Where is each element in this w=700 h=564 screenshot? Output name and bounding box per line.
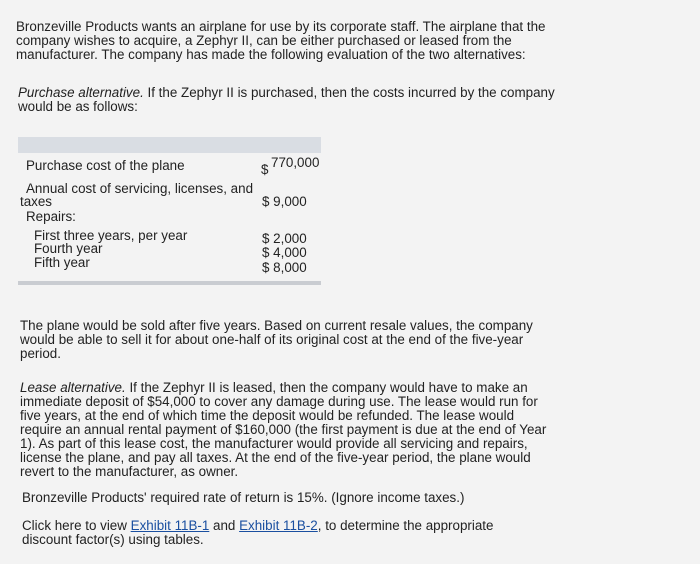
click-here-paragraph [22, 519, 542, 547]
exhibit-11b-2-link[interactable]: Exhibit 11B-2 [239, 518, 318, 533]
repairs-label: Repairs: [26, 209, 76, 224]
repairs-fourth-label: Fourth year [34, 241, 103, 256]
purchase-cost-label: Purchase cost of the plane [26, 158, 185, 173]
table-bottom-rule [18, 281, 321, 285]
purchase-alternative-label: Purchase alternative. [18, 85, 144, 100]
click-here-middle: and [209, 518, 240, 533]
click-here-prefix: Click here to view [22, 518, 131, 533]
lease-alternative-text: If the Zephyr II is leased, then the company would have to make an immediate deposit of $54,000 to cover any damage during use. The lease would run for five years, at the end of which time the deposit would be refunded. The lease would require an annual rental payment of $160,000 (the first payment is due at the end of Year 1). As part of this lease cost, the manufacturer would provide all servicing and repairs, license the plane, and pay all taxes. At the end of the five-year period, the plane would revert to the manufacturer, as owner. [20, 380, 547, 479]
lease-alternative-label: Lease alternative. [20, 380, 126, 395]
purchase-cost-dollar: $ [261, 162, 269, 177]
exhibit-11b-1-link[interactable]: Exhibit 11B-1 [130, 518, 210, 533]
repairs-first-three-label: First three years, per year [34, 228, 188, 243]
purchase-alternative-text: If the Zephyr II is purchased, then the costs incurred by the company would be as follows: [18, 85, 555, 114]
lease-paragraph [20, 381, 548, 479]
repairs-fourth-value: $ 4,000 [262, 245, 307, 260]
intro-paragraph: Bronzeville Products wants an airplane for use by its corporate staff. The airplane that the company wishes to acquire, a Zephyr II, can be either purchased or leased from the manufacturer. The company has made the following evaluation of the two alternatives: [16, 19, 546, 62]
purchase-cost-value: 770,000 [271, 155, 320, 170]
annual-cost-value: $ 9,000 [262, 194, 307, 209]
annual-cost-label: Annual cost of servicing, licenses, and [26, 181, 254, 196]
required-rate-paragraph: Bronzeville Products' required rate of return is 15%. (Ignore income taxes.) [22, 490, 465, 505]
resale-paragraph: The plane would be sold after five years. Based on current resale values, the company would be able to sell it for about one-half of its original cost at the end of the five-year period. [20, 318, 533, 361]
repairs-fifth-label: Fifth year [34, 255, 90, 270]
repairs-first-three-value: $ 2,000 [262, 231, 307, 246]
annual-cost-label-cont: taxes [20, 194, 53, 209]
click-here-suffix: , to determine the appropriate discount factor(s) using tables. [22, 518, 494, 547]
table-header-band [18, 137, 321, 153]
repairs-fifth-value: $ 8,000 [262, 260, 307, 275]
purchase-paragraph [18, 86, 563, 114]
